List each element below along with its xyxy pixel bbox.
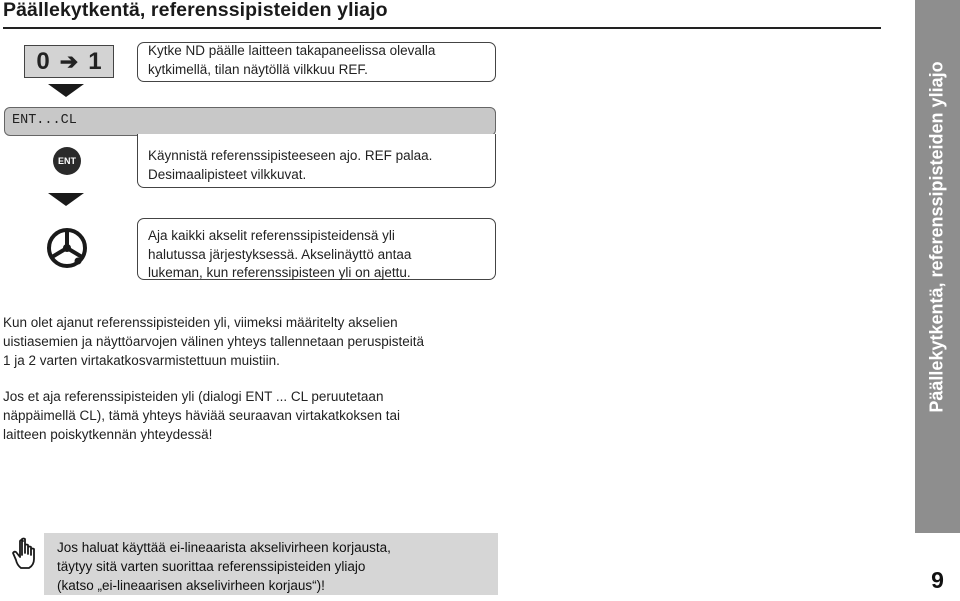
power-on-line: Kytke ND päälle laitteen takapaneelissa olevalla (148, 43, 436, 58)
page-number: 9 (931, 567, 944, 593)
ent-line: Desimaalipisteet vilkkuvat. (148, 166, 307, 182)
side-tab-label: Päällekytkentä, referenssipisteiden yliajo (926, 61, 947, 413)
body-line: näppäimellä CL), tämä yhteys häviää seuraavan virtakatkoksen tai (3, 408, 400, 423)
move-axes-line: lukeman, kun referenssipisteen yli on ajettu. (148, 265, 411, 280)
display-to: 1 (88, 47, 102, 75)
body-line: 1 ja 2 varten virtakatkosvarmistettuun muistiin. (3, 353, 280, 368)
ent-key-icon: ENT (53, 147, 81, 175)
body-line: Jos et aja referenssipisteiden yli (dialogi ENT ... CL peruutetaan (3, 389, 384, 404)
ent-text (148, 147, 432, 184)
down-arrow-icon (48, 84, 84, 97)
body-line: uistiasemien ja näyttöarvojen välinen yhteys tallennetaan peruspisteitä (3, 334, 425, 349)
note-text (57, 538, 497, 595)
dialog-bar-label: ENT...CL (12, 113, 77, 128)
note-line: täytyy sitä varten suorittaa referenssipisteiden yliajo (57, 559, 366, 574)
display-from: 0 (36, 47, 50, 75)
pointing-hand-icon (11, 537, 41, 573)
body-paragraph-1 (3, 313, 501, 370)
note-line: (katso „ei-lineaarisen akselivirheen korjaus“)! (57, 578, 325, 593)
power-switch-display (24, 45, 114, 78)
note-line: Jos haluat käyttää ei-lineaarista akselivirheen korjausta, (57, 540, 391, 555)
page-title: Päällekytkentä, referenssipisteiden yliajo (3, 0, 388, 21)
handwheel-icon (42, 226, 92, 270)
ent-line: Käynnistä referenssipisteeseen ajo. REF palaa. (148, 148, 433, 163)
power-on-text (148, 42, 435, 79)
down-arrow-icon (48, 193, 84, 206)
body-paragraph-2 (3, 387, 501, 444)
dialog-bar (4, 107, 496, 136)
title-rule (3, 27, 881, 29)
move-axes-line: halutussa järjestyksessä. Akselinäyttö antaa (148, 246, 412, 262)
move-axes-line: Aja kaikki akselit referenssipisteidensä yli (148, 228, 395, 243)
right-arrow-icon: ➔ (59, 48, 79, 74)
body-line: laitteen poiskytkennän yhteydessä! (3, 427, 213, 442)
move-axes-text (148, 227, 411, 283)
body-line: Kun olet ajanut referenssipisteiden yli, viimeksi määritelty akselien (3, 315, 398, 330)
power-on-line: kytkimellä, tilan näytöllä vilkkuu REF. (148, 61, 368, 77)
